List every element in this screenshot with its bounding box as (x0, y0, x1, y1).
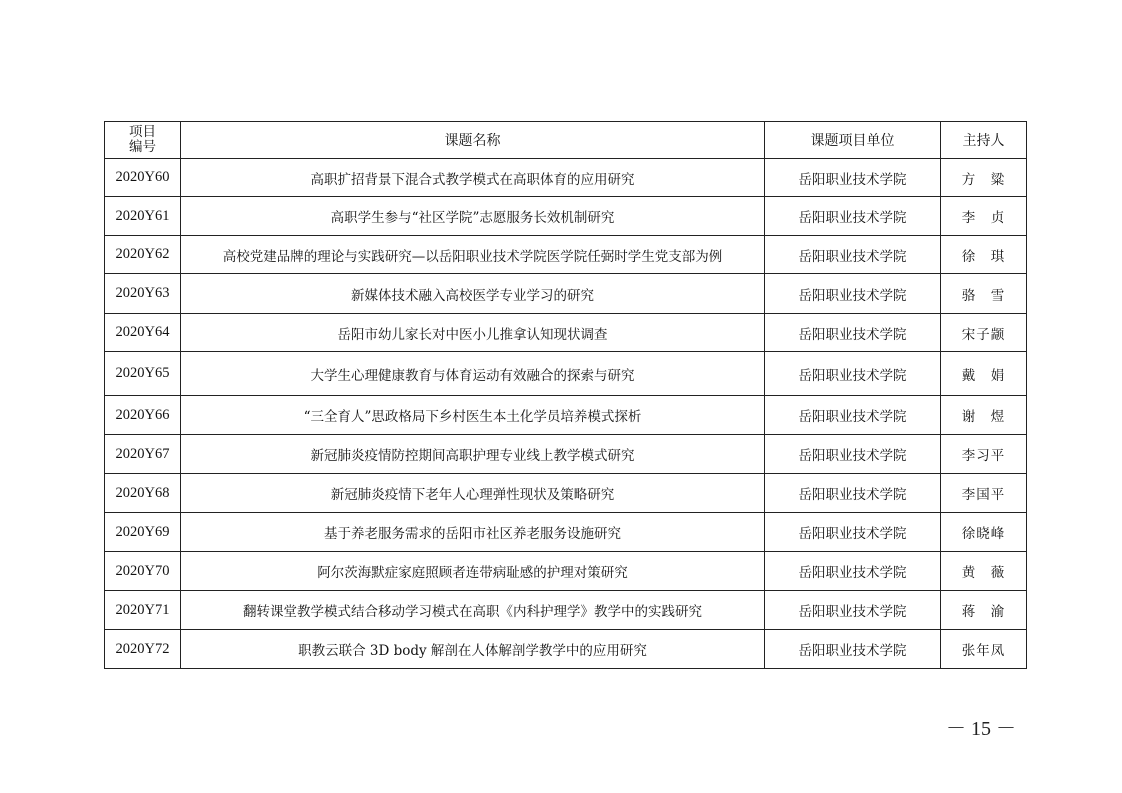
table-row (105, 591, 1027, 630)
project-title-cell: 岳阳市幼儿家长对中医小儿推拿认知现状调查 (181, 314, 765, 352)
header-host: 主持人 (941, 122, 1027, 159)
project-code-cell: 2020Y64 (105, 314, 181, 352)
project-unit-cell: 岳阳职业技术学院 (765, 236, 941, 274)
project-code-cell: 2020Y70 (105, 552, 181, 591)
project-unit-cell: 岳阳职业技术学院 (765, 630, 941, 669)
project-code-cell: 2020Y72 (105, 630, 181, 669)
host-cell: 徐晓峰 (941, 513, 1027, 552)
table-row (105, 435, 1027, 474)
table-row (105, 396, 1027, 435)
project-unit-cell: 岳阳职业技术学院 (765, 396, 941, 435)
project-code-cell: 2020Y61 (105, 197, 181, 236)
header-project-code (105, 122, 181, 159)
host-cell: 谢 煜 (941, 396, 1027, 435)
project-title-cell: 阿尔茨海默症家庭照顾者连带病耻感的护理对策研究 (181, 552, 765, 591)
project-unit-cell: 岳阳职业技术学院 (765, 552, 941, 591)
host-cell: 徐 琪 (941, 236, 1027, 274)
table-body (105, 159, 1027, 669)
header-code-line1: 项目 (129, 124, 156, 140)
host-cell: 骆 雪 (941, 274, 1027, 314)
project-unit-cell: 岳阳职业技术学院 (765, 352, 941, 396)
project-code-cell: 2020Y67 (105, 435, 181, 474)
project-code-cell: 2020Y69 (105, 513, 181, 552)
project-title-cell: 基于养老服务需求的岳阳市社区养老服务设施研究 (181, 513, 765, 552)
project-code-cell: 2020Y60 (105, 159, 181, 197)
table-row (105, 159, 1027, 197)
host-cell: 李国平 (941, 474, 1027, 513)
table-row (105, 352, 1027, 396)
table-row (105, 236, 1027, 274)
project-title-cell: 大学生心理健康教育与体育运动有效融合的探索与研究 (181, 352, 765, 396)
project-title-cell: 职教云联合 3D body 解剖在人体解剖学教学中的应用研究 (181, 630, 765, 669)
table-row (105, 630, 1027, 669)
project-code-cell: 2020Y62 (105, 236, 181, 274)
table-row (105, 552, 1027, 591)
project-unit-cell: 岳阳职业技术学院 (765, 435, 941, 474)
project-code-cell: 2020Y63 (105, 274, 181, 314)
host-cell: 李习平 (941, 435, 1027, 474)
host-cell: 李 贞 (941, 197, 1027, 236)
table-row (105, 314, 1027, 352)
project-unit-cell: 岳阳职业技术学院 (765, 474, 941, 513)
project-unit-cell: 岳阳职业技术学院 (765, 513, 941, 552)
host-cell: 戴 娟 (941, 352, 1027, 396)
project-title-cell: 新冠肺炎疫情下老年人心理弹性现状及策略研究 (181, 474, 765, 513)
header-project-unit: 课题项目单位 (765, 122, 941, 159)
header-code-line2: 编号 (129, 139, 156, 155)
table-row (105, 274, 1027, 314)
project-title-cell: “三全育人”思政格局下乡村医生本土化学员培养模式探析 (181, 396, 765, 435)
project-code-cell: 2020Y66 (105, 396, 181, 435)
project-title-cell: 高职扩招背景下混合式教学模式在高职体育的应用研究 (181, 159, 765, 197)
project-unit-cell: 岳阳职业技术学院 (765, 159, 941, 197)
project-title-cell: 翻转课堂教学模式结合移动学习模式在高职《内科护理学》教学中的实践研究 (181, 591, 765, 630)
project-unit-cell: 岳阳职业技术学院 (765, 197, 941, 236)
header-project-title: 课题名称 (181, 122, 765, 159)
table-row (105, 474, 1027, 513)
project-unit-cell: 岳阳职业技术学院 (765, 591, 941, 630)
host-cell: 宋子颛 (941, 314, 1027, 352)
project-code-cell: 2020Y68 (105, 474, 181, 513)
project-code-cell: 2020Y71 (105, 591, 181, 630)
project-code-cell: 2020Y65 (105, 352, 181, 396)
project-title-cell: 新冠肺炎疫情防控期间高职护理专业线上教学模式研究 (181, 435, 765, 474)
host-cell: 蒋 渝 (941, 591, 1027, 630)
table-row (105, 513, 1027, 552)
project-unit-cell: 岳阳职业技术学院 (765, 274, 941, 314)
project-unit-cell: 岳阳职业技术学院 (765, 314, 941, 352)
project-title-cell: 新媒体技术融入高校医学专业学习的研究 (181, 274, 765, 314)
header-row (105, 122, 1027, 159)
host-cell: 黄 薇 (941, 552, 1027, 591)
project-title-cell: 高职学生参与“社区学院”志愿服务长效机制研究 (181, 197, 765, 236)
host-cell: 方 粱 (941, 159, 1027, 197)
host-cell: 张年凤 (941, 630, 1027, 669)
page-number: － 15 － (946, 718, 1016, 740)
project-title-cell: 高校党建品牌的理论与实践研究—以岳阳职业技术学院医学院任弼时学生党支部为例 (181, 236, 765, 274)
table-row (105, 197, 1027, 236)
project-table (104, 121, 1027, 669)
